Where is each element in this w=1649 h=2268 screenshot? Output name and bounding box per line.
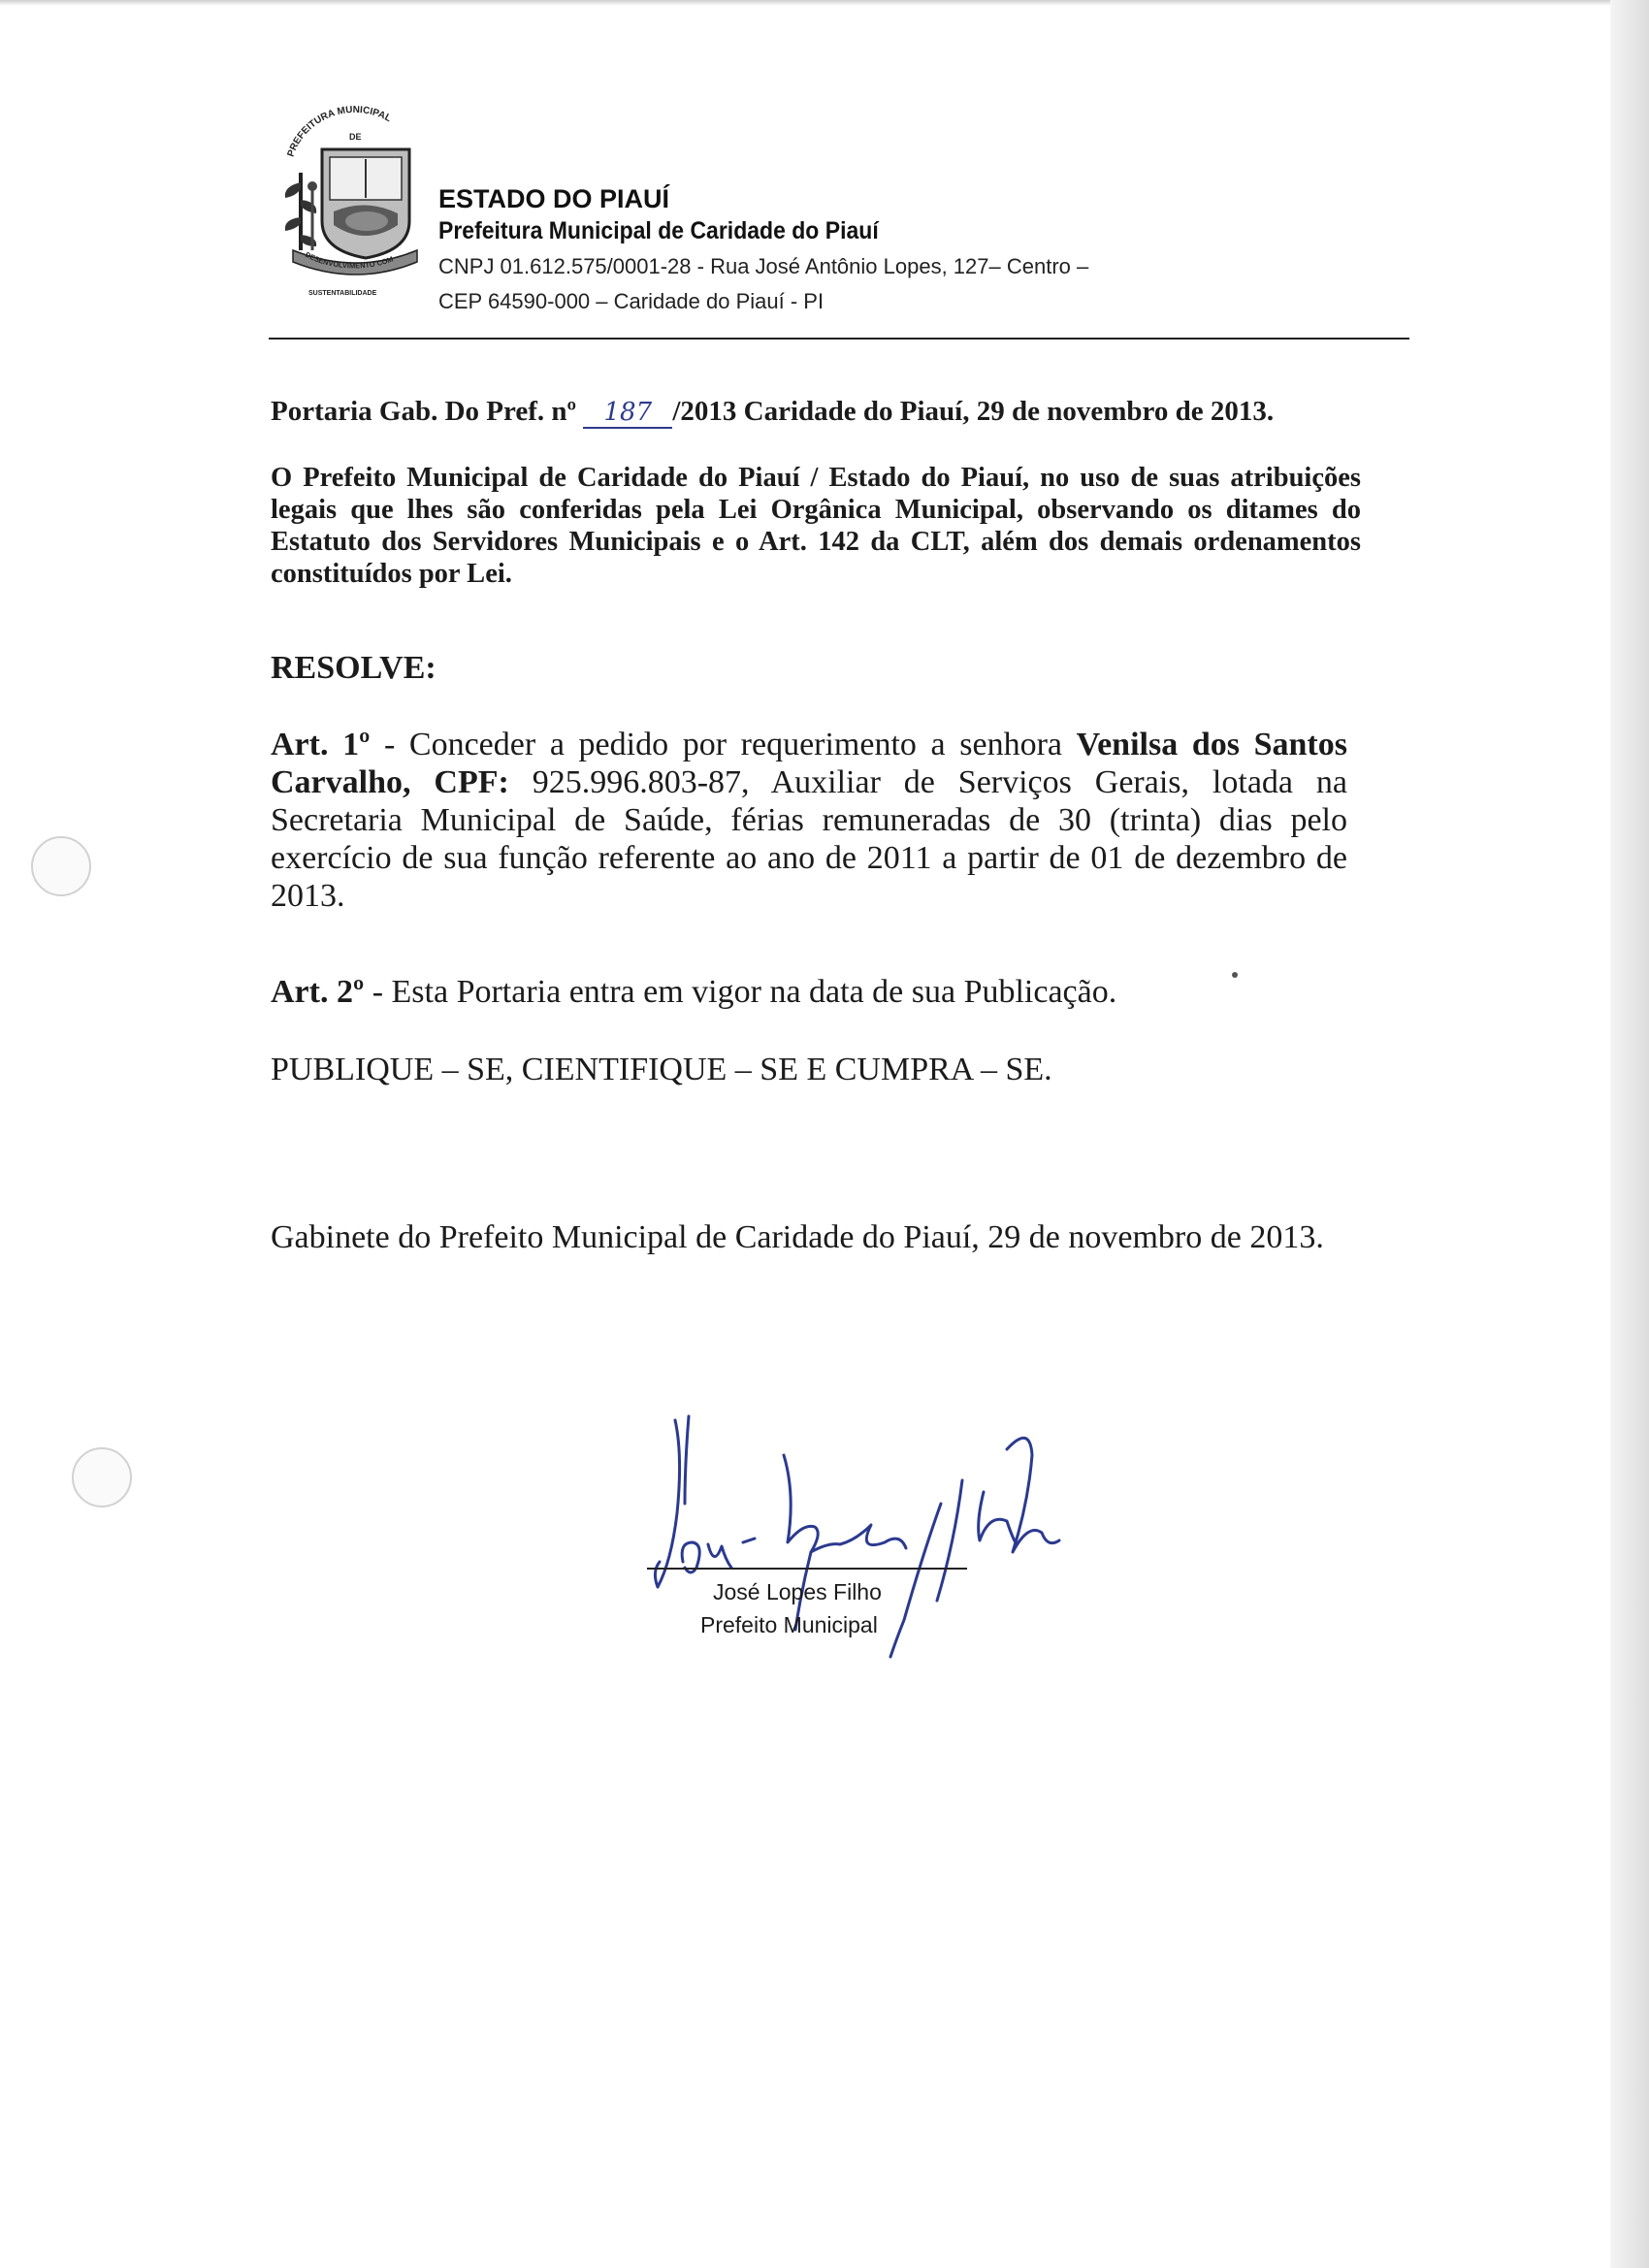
portaria-number-handwritten: 187	[583, 399, 672, 429]
article-2-label: Art. 2º	[271, 974, 365, 1010]
header-state: ESTADO DO PIAUÍ	[438, 184, 670, 213]
municipal-crest-logo	[274, 105, 431, 301]
header-divider	[269, 338, 1409, 340]
article-2-text: - Esta Portaria entra em vigor na data de sua Publicação.	[364, 974, 1117, 1010]
header-address-line-2: CEP 64590-000 – Caridade do Piauí - PI	[438, 289, 824, 313]
publique-line: PUBLIQUE – SE, CIENTIFIQUE – SE E CUMPRA – SE.	[271, 1052, 1052, 1087]
portaria-title	[271, 396, 1274, 429]
article-1	[271, 726, 1347, 915]
svg-text:DE: DE	[349, 132, 362, 142]
article-2	[271, 974, 1116, 1011]
article-1-text-a: - Conceder a pedido por requerimento a senhora	[370, 727, 1077, 762]
closing-paragraph: Gabinete do Prefeito Municipal de Caridade do Piauí, 29 de novembro de 2013.	[271, 1219, 1324, 1255]
article-1-name: Venilsa dos Santos Carvalho, CPF:	[271, 727, 1347, 800]
signatory-role: Prefeito Municipal	[700, 1612, 878, 1637]
handwritten-signature	[650, 1397, 1193, 1688]
portaria-prefix: Portaria Gab. Do Pref. nº	[271, 396, 577, 427]
resolve-heading: RESOLVE:	[271, 650, 436, 686]
article-1-label: Art. 1º	[271, 727, 371, 762]
svg-text:SUSTENTABILIDADE: SUSTENTABILIDADE	[308, 290, 377, 297]
punch-hole-lower	[72, 1447, 132, 1507]
scan-speck	[1232, 972, 1238, 978]
svg-text:PREFEITURA MUNICIPAL: PREFEITURA MUNICIPAL	[285, 105, 394, 159]
header-address-line-1: CNPJ 01.612.575/0001-28 - Rua José Antônio Lopes, 127– Centro –	[438, 254, 1089, 278]
portaria-suffix: /2013 Caridade do Piauí, 29 de novembro de 2013.	[672, 396, 1275, 427]
signatory-name: José Lopes Filho	[713, 1579, 882, 1604]
scan-top-edge	[0, 0, 1610, 6]
preamble-paragraph: O Prefeito Municipal de Caridade do Piauí / Estado do Piauí, no uso de suas atribuições legais que lhes são conferidas pela Lei Orgânica Municipal, observando os ditames do Estatuto dos Servidores Municipais e o Art. 142 da CLT, além dos demais ordenamentos constituídos por Lei.	[271, 463, 1361, 589]
svg-text:DESENVOLVIMENTO COM: DESENVOLVIMENTO COM	[304, 249, 395, 271]
scan-right-edge	[1610, 0, 1649, 2268]
signature-line	[647, 1568, 967, 1570]
header-municipality: Prefeitura Municipal de Caridade do Piauí	[438, 217, 879, 244]
article-1-text-b: 925.996.803-87, Auxiliar de Serviços Gerais, lotada na Secretaria Municipal de Saúde, férias remuneradas de 30 (trinta) dias pelo exercício de sua função referente ao ano de 2011 a partir de 01 de dezembro de 2013.	[271, 764, 1347, 914]
punch-hole-upper	[31, 836, 91, 896]
